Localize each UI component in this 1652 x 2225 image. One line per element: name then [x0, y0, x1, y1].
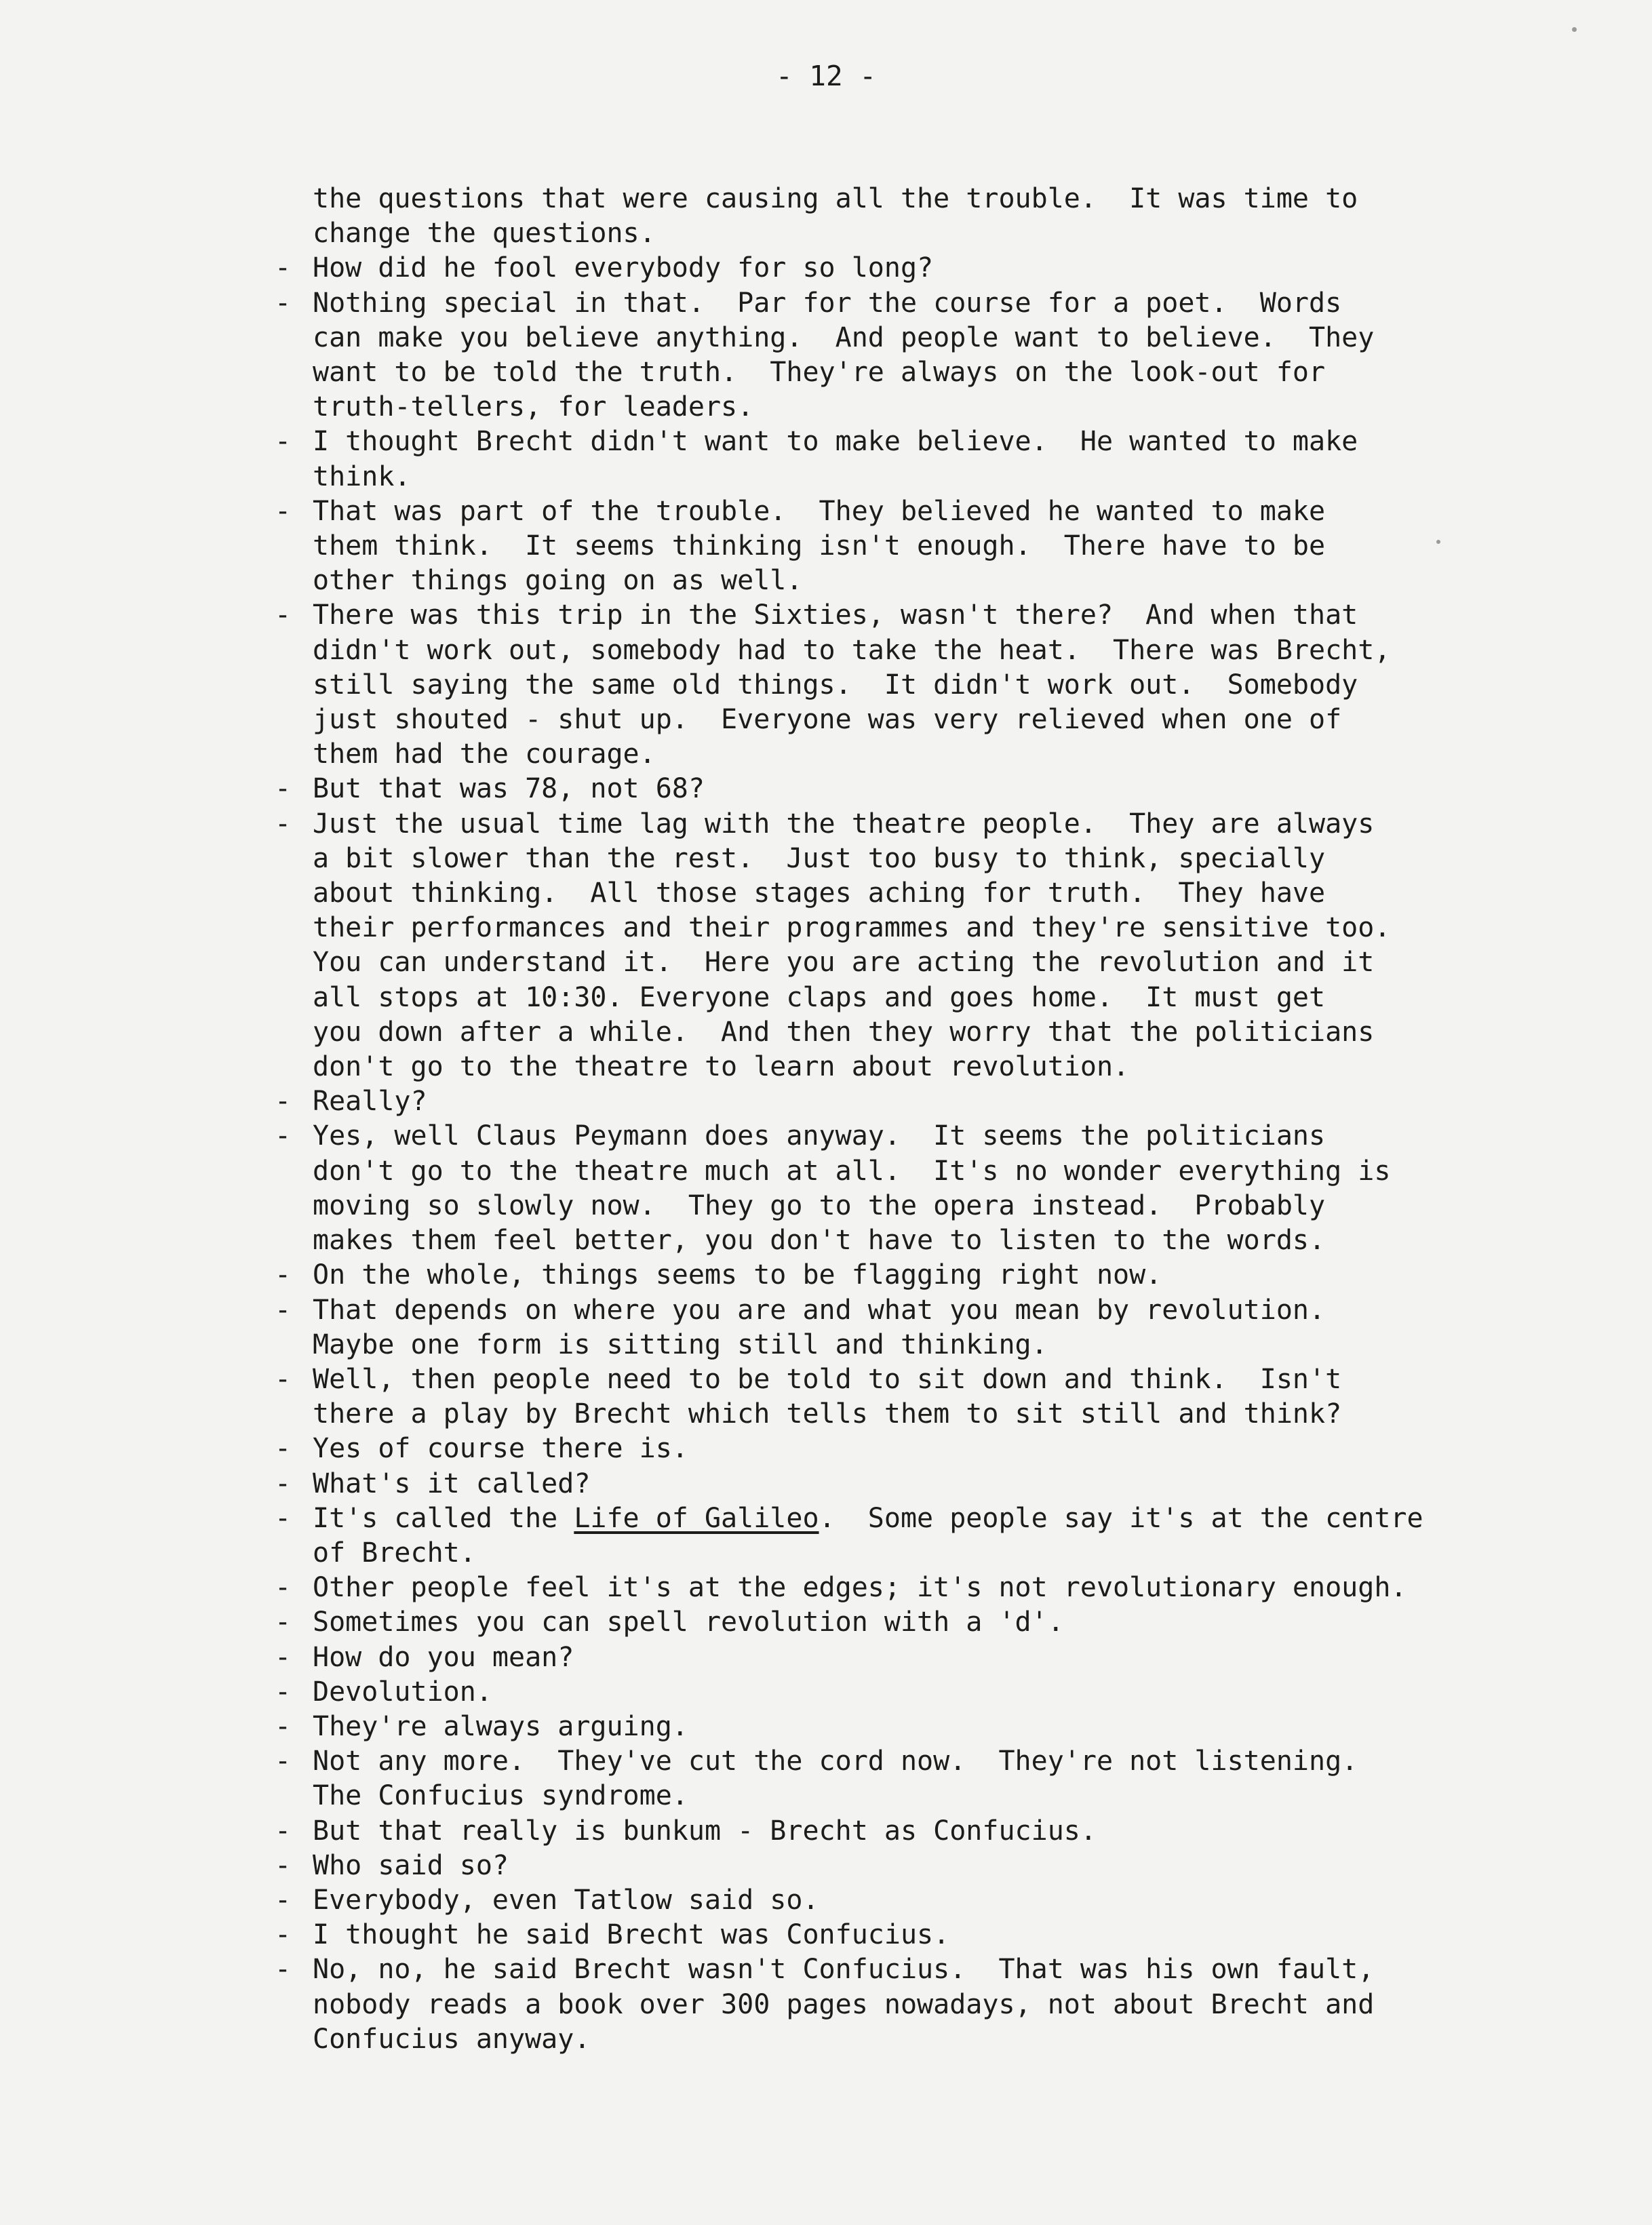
dialogue-line: - Well, then people need to be told to sit down and think. Isn't there a play by Brecht which tells them to sit still and think?: [275, 1362, 1624, 1432]
dialogue-line: [275, 1501, 1624, 1571]
dialogue-line: - How do you mean?: [275, 1640, 1624, 1675]
dialogue-line: - That was part of the trouble. They believed he wanted to make them think. It seems thinking isn't enough. There have to be other things going on as well.: [275, 494, 1624, 599]
paper-speck: [1572, 27, 1577, 32]
dialogue-line: - There was this trip in the Sixties, wasn't there? And when that didn't work out, somebody had to take the heat. There was Brecht, still saying the same old things. It didn't work out. Somebody just shouted - shut up. Everyone was very relieved when one of them had the courage.: [275, 598, 1624, 772]
dialogue-line: - I thought he said Brecht was Confucius.: [275, 1918, 1624, 1952]
play-title: Life of Galileo: [574, 1502, 819, 1534]
dialogue-line: - I thought Brecht didn't want to make believe. He wanted to make think.: [275, 425, 1624, 494]
dialogue-line: - Not any more. They've cut the cord now. They're not listening. The Confucius syndrome.: [275, 1744, 1624, 1813]
paper-speck: [1436, 540, 1440, 544]
dialogue-line: - Really?: [275, 1084, 1624, 1119]
dialogue-line: - Everybody, even Tatlow said so.: [275, 1883, 1624, 1918]
dialogue-line: - What's it called?: [275, 1467, 1624, 1501]
dialogue-line: - But that was 78, not 68?: [275, 772, 1624, 806]
dialogue-line: - How did he fool everybody for so long?: [275, 251, 1624, 285]
dialogue-line: - On the whole, things seems to be flagging right now.: [275, 1258, 1624, 1293]
dialogue-line: - Who said so?: [275, 1849, 1624, 1883]
dialogue-line: - Devolution.: [275, 1675, 1624, 1710]
dialogue-line: - But that really is bunkum - Brecht as Confucius.: [275, 1814, 1624, 1849]
dialogue-line: - No, no, he said Brecht wasn't Confucius. That was his own fault, nobody reads a book over 300 pages nowadays, not about Brecht and Confucius anyway.: [275, 1952, 1624, 2057]
dialogue-line: - Yes, well Claus Peymann does anyway. It seems the politicians don't go to the theatre much at all. It's no wonder everything is moving so slowly now. They go to the opera instead. Probably makes them feel better, you don't have to listen to the words.: [275, 1119, 1624, 1258]
dialogue-line: - That depends on where you are and what you mean by revolution. Maybe one form is sitting still and thinking.: [275, 1293, 1624, 1362]
dialogue-line: the questions that were causing all the trouble. It was time to change the questions.: [313, 183, 1358, 250]
dialogue-line: - Sometimes you can spell revolution with a 'd'.: [275, 1605, 1624, 1640]
line-text-after-title: . Some people say it's at the centre of Brecht.: [313, 1502, 1423, 1569]
page-number: - 12 -: [775, 60, 877, 92]
dialogue-line: - Nothing special in that. Par for the course for a poet. Words can make you believe anything. And people want to believe. They want to be told the truth. They're always on the look-out for truth-tellers, for leaders.: [275, 286, 1624, 425]
dialogue-line: - Other people feel it's at the edges; it's not revolutionary enough.: [275, 1571, 1624, 1605]
dialogue-line: - Just the usual time lag with the theatre people. They are always a bit slower than the rest. Just too busy to think, specially about thinking. All those stages aching for truth. They have their performances and their programmes and they're sensitive too. You can understand it. Here you are acting the revolution and it all stops at 10:30. Everyone claps and goes home. It must get you down after a while. And then they worry that the politicians don't go to the theatre to learn about revolution.: [275, 807, 1624, 1085]
dialogue-line: - They're always arguing.: [275, 1710, 1624, 1744]
dialogue-line: - Yes of course there is.: [275, 1432, 1624, 1466]
dialogue-body: [275, 182, 1624, 2057]
line-text-before-title: It's called the: [313, 1502, 574, 1534]
